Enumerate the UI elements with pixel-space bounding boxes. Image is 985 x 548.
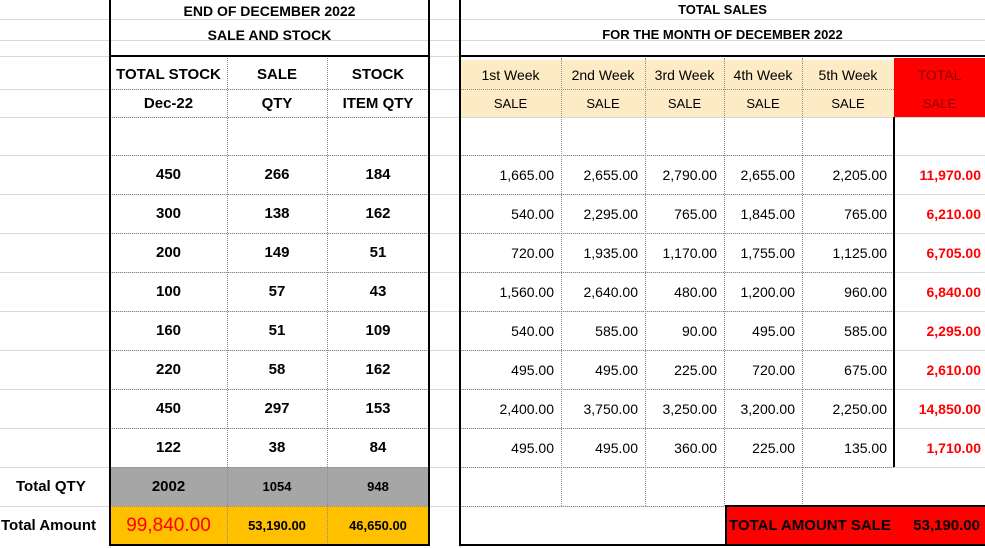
left-cell: 57 — [268, 283, 286, 300]
right-cell: 2,655.00 — [740, 166, 795, 183]
right-cell: 3,250.00 — [662, 400, 717, 417]
right-cell: 6,705.00 — [926, 244, 981, 261]
left-cell: 450 — [155, 166, 182, 183]
left-cell: 450 — [155, 400, 182, 417]
total-qty-label: Total QTY — [16, 478, 86, 495]
right-cell: 585.00 — [595, 322, 638, 339]
right-cell: 765.00 — [844, 205, 887, 222]
right-cell: 2,205.00 — [832, 166, 887, 183]
right-cell: 14,850.00 — [918, 400, 981, 417]
right-cell: 2,790.00 — [662, 166, 717, 183]
left-cell: 84 — [369, 439, 387, 456]
left-cell: 300 — [155, 205, 182, 222]
total-amount-cell: 46,650.00 — [349, 518, 407, 533]
right-header-bottom: SALE — [586, 95, 620, 111]
right-title-line2: FOR THE MONTH OF DECEMBER 2022 — [602, 27, 843, 42]
right-cell: 11,970.00 — [919, 166, 981, 183]
right-cell: 360.00 — [674, 439, 717, 456]
right-title-line1: TOTAL SALES — [678, 2, 767, 17]
left-cell: 109 — [365, 322, 391, 339]
left-cell: 153 — [365, 400, 391, 417]
right-cell: 2,250.00 — [832, 400, 887, 417]
right-cell: 495.00 — [595, 361, 638, 378]
right-header-top: 4th Week — [733, 66, 793, 83]
right-cell: 1,845.00 — [740, 205, 795, 222]
total-amount-cell: 53,190.00 — [248, 518, 306, 533]
right-cell: 2,400.00 — [499, 400, 554, 417]
right-cell: 2,295.00 — [926, 322, 981, 339]
right-cell: 90.00 — [681, 322, 717, 339]
right-cell: 225.00 — [674, 361, 717, 378]
left-title-line1: END OF DECEMBER 2022 — [183, 3, 356, 19]
right-cell: 135.00 — [844, 439, 887, 456]
left-cell: 149 — [264, 244, 290, 261]
left-header-bottom: QTY — [261, 94, 293, 112]
right-cell: 3,200.00 — [740, 400, 795, 417]
right-cell: 1,755.00 — [740, 244, 795, 261]
right-cell: 6,840.00 — [926, 283, 981, 300]
left-cell: 51 — [268, 322, 286, 339]
total-amount-cell: 99,840.00 — [126, 514, 211, 536]
cell-border-h — [460, 467, 894, 468]
right-cell: 495.00 — [595, 439, 638, 456]
right-cell: 540.00 — [511, 205, 554, 222]
right-border — [459, 55, 985, 57]
left-cell: 160 — [155, 322, 182, 339]
right-header-top: 2nd Week — [571, 66, 635, 83]
left-border — [109, 55, 430, 57]
left-cell: 266 — [264, 166, 290, 183]
left-cell: 51 — [369, 244, 387, 261]
right-cell: 1,125.00 — [832, 244, 887, 261]
right-cell: 540.00 — [511, 322, 554, 339]
total-qty-cell: 1054 — [262, 479, 292, 494]
right-cell: 1,665.00 — [499, 166, 554, 183]
left-cell: 220 — [155, 361, 182, 378]
right-cell: 225.00 — [752, 439, 795, 456]
right-cell: 1,560.00 — [499, 283, 554, 300]
left-cell: 162 — [365, 361, 391, 378]
right-cell: 1,935.00 — [583, 244, 638, 261]
right-header-bottom: SALE — [746, 95, 780, 111]
left-header-bottom: Dec-22 — [143, 94, 194, 112]
right-cell: 3,750.00 — [583, 400, 638, 417]
right-cell: 1,200.00 — [740, 283, 795, 300]
left-header-top: TOTAL STOCK — [116, 66, 221, 83]
left-cell: 297 — [264, 400, 290, 417]
right-header-bottom: SALE — [493, 95, 528, 111]
left-cell: 184 — [365, 166, 391, 183]
right-cell: 720.00 — [511, 244, 554, 261]
right-cell: 2,655.00 — [583, 166, 638, 183]
left-cell: 122 — [155, 439, 182, 456]
left-cell: 38 — [268, 439, 286, 456]
right-header-top: TOTAL — [917, 66, 962, 83]
right-header-top: 3rd Week — [654, 66, 715, 83]
right-cell: 2,295.00 — [583, 205, 638, 222]
right-header-top: 5th Week — [818, 66, 878, 83]
right-cell: 1,170.00 — [662, 244, 717, 261]
right-cell: 1,710.00 — [926, 439, 981, 456]
left-cell: 162 — [365, 205, 391, 222]
right-header-top: 1st Week — [481, 66, 540, 83]
right-header-bottom: SALE — [667, 95, 702, 111]
total-qty-cell: 2002 — [151, 478, 186, 495]
total-amount-sale-value: 53,190.00 — [913, 517, 980, 534]
left-title-line2: SALE AND STOCK — [207, 26, 332, 43]
right-cell: 2,610.00 — [926, 361, 981, 378]
right-cell: 720.00 — [752, 361, 795, 378]
left-header-bottom: ITEM QTY — [342, 94, 414, 112]
cell-border-h — [110, 117, 429, 118]
right-cell: 960.00 — [844, 283, 887, 300]
right-cell: 495.00 — [511, 439, 554, 456]
total-amount-sale-label: TOTAL AMOUNT SALE — [729, 517, 891, 534]
right-cell: 495.00 — [511, 361, 554, 378]
right-cell: 6,210.00 — [926, 205, 981, 222]
total-amount-label: Total Amount — [1, 517, 96, 534]
left-cell: 200 — [155, 244, 182, 261]
right-header-bottom: SALE — [831, 95, 865, 111]
left-cell: 100 — [155, 283, 182, 300]
left-header-top: STOCK — [351, 66, 405, 83]
total-qty-cell: 948 — [367, 479, 389, 494]
left-cell: 58 — [268, 361, 286, 378]
left-cell: 43 — [369, 283, 387, 300]
right-header-bottom: SALE — [922, 95, 957, 111]
left-header-top: SALE — [256, 66, 297, 83]
right-cell: 585.00 — [844, 322, 887, 339]
left-cell: 138 — [264, 205, 290, 222]
right-cell: 765.00 — [674, 205, 717, 222]
right-cell: 2,640.00 — [583, 283, 638, 300]
right-cell: 480.00 — [674, 283, 717, 300]
right-cell: 495.00 — [752, 322, 795, 339]
right-cell: 675.00 — [844, 361, 887, 378]
